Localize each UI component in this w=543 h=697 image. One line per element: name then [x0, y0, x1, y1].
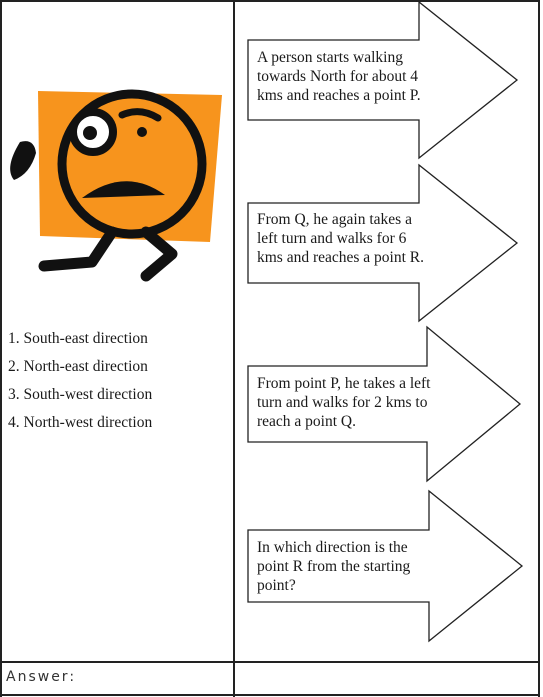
option-2: 2. North-east direction: [8, 358, 148, 375]
statement-1-line-1: A person starts walking: [257, 49, 403, 66]
statement-4: [257, 538, 410, 595]
statement-2: [257, 210, 424, 267]
answer-label: Answer:: [6, 669, 77, 685]
statement-4-line-1: In which direction is the: [257, 539, 408, 556]
statement-2-line-3: kms and reaches a point R.: [257, 249, 425, 266]
option-3: 3. South-west direction: [8, 386, 153, 403]
statement-2-line-1: From Q, he again takes a: [257, 211, 412, 228]
statement-3-line-1: From point P, he takes a left: [257, 375, 431, 392]
statement-1-line-2: towards North for about 4: [257, 68, 418, 85]
statement-1-line-3: kms and reaches a point P.: [257, 87, 421, 104]
statement-1: [257, 48, 421, 105]
answer-field[interactable]: [235, 663, 538, 694]
statement-3-line-3: reach a point Q.: [257, 413, 356, 430]
statement-4-line-3: point?: [257, 577, 296, 594]
statement-4-line-2: point R from the starting: [257, 558, 411, 575]
option-4: 4. North-west direction: [8, 414, 153, 431]
statement-2-line-2: left turn and walks for 6: [257, 230, 407, 247]
option-1: 1. South-east direction: [8, 330, 148, 347]
statement-3-line-2: turn and walks for 2 kms to: [257, 394, 428, 411]
statement-3: [257, 374, 431, 431]
